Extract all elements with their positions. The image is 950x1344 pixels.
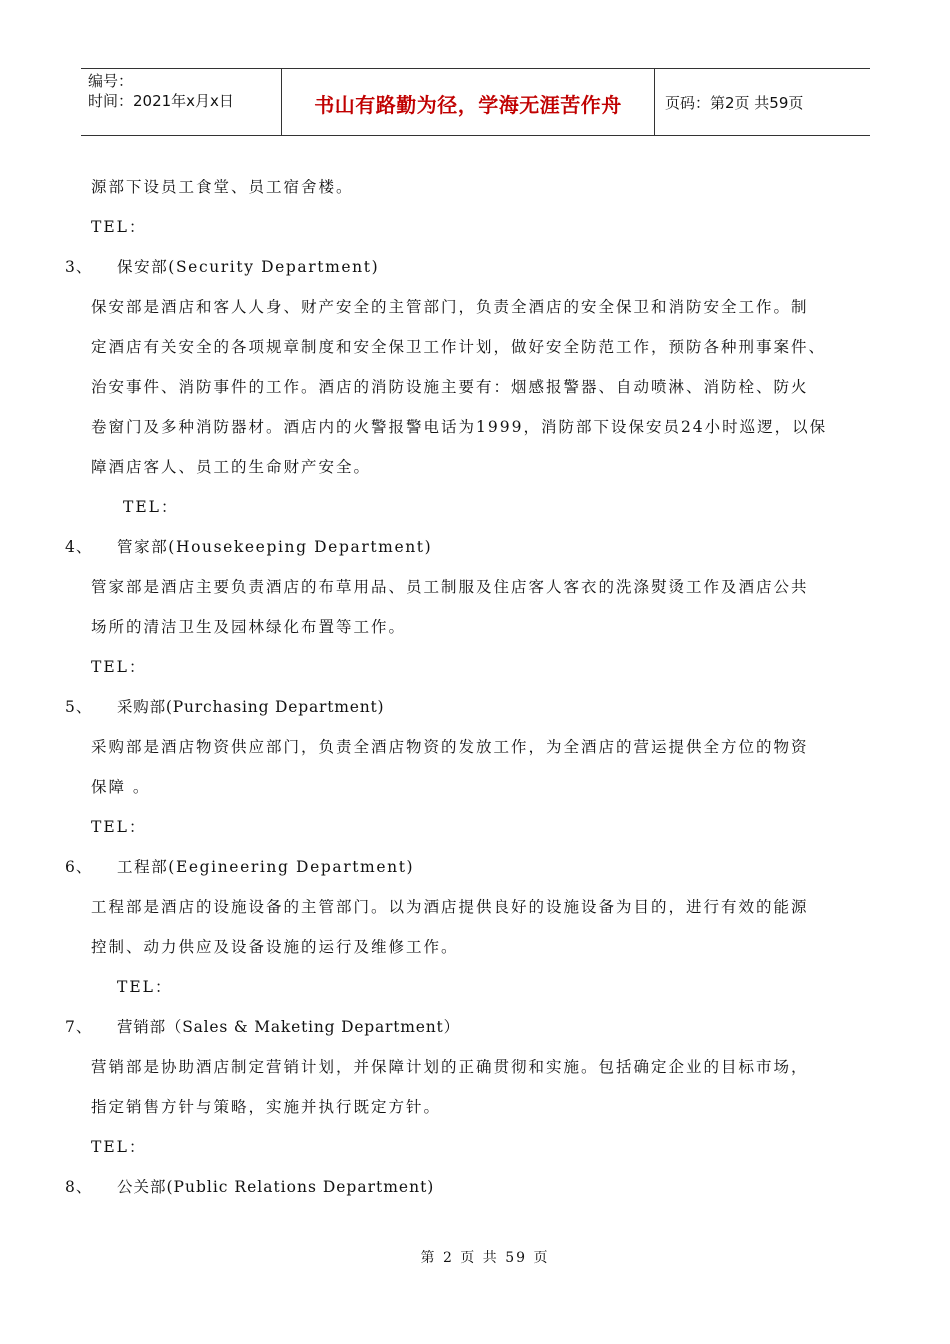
section-body-line: 场所的清洁卫生及园林绿化布置等工作。 [91,618,407,636]
section-number: 4、 [65,538,93,556]
section-title: 公关部(Public Relations Department) [117,1178,435,1196]
section-number: 5、 [65,698,93,716]
tel-line: TEL： [117,978,173,996]
section-title: 采购部(Purchasing Department) [117,698,385,716]
section-body-line: 采购部是酒店物资供应部门，负责全酒店物资的发放工作，为全酒店的营运提供全方位的物资 [91,738,809,756]
page-header [81,68,870,136]
tel-line: TEL： [123,498,179,516]
section-number: 6、 [65,858,93,876]
continued-text: 源部下设员工食堂、员工宿舍楼。 [91,178,354,196]
header-meta-cell [81,69,282,135]
section-body-line: 指定销售方针与策略，实施并执行既定方针。 [91,1098,442,1116]
section-body-line: 保安部是酒店和客人人身、财产安全的主管部门，负责全酒店的安全保卫和消防安全工作。制 [91,298,809,316]
section-number: 3、 [65,258,93,276]
section-title: 管家部(Housekeeping Department) [117,538,433,556]
section-title: 工程部(Eegineering Department) [117,858,415,876]
header-motto: 书山有路勤为径，学海无涯苦作舟 [282,69,655,135]
section-body-line: 卷窗门及多种消防器材。酒店内的火警报警电话为1999，消防部下设保安员24小时巡逻，以保 [91,418,828,436]
section-body-line: 定酒店有关安全的各项规章制度和安全保卫工作计划，做好安全防范工作，预防各种刑事案件、 [91,338,827,356]
tel-line: TEL： [91,218,147,236]
section-body-line: 控制、动力供应及设备设施的运行及维修工作。 [91,938,459,956]
section-number: 7、 [65,1018,93,1036]
section-number: 8、 [65,1178,93,1196]
section-title: 营销部（Sales & Maketing Department） [117,1018,460,1036]
tel-line: TEL： [91,658,147,676]
section-body-line: 治安事件、消防事件的工作。酒店的消防设施主要有：烟感报警器、自动喷淋、消防栓、防火 [91,378,809,396]
section-body-line: 工程部是酒店的设施设备的主管部门。以为酒店提供良好的设施设备为目的，进行有效的能源 [91,898,809,916]
page-footer: 第 2 页 共 59 页 [420,1250,550,1266]
section-body-line: 营销部是协助酒店制定营销计划，并保障计划的正确贯彻和实施。包括确定企业的目标市场， [91,1058,809,1076]
header-page-info: 页码：第2页 共59页 [665,93,804,112]
header-date-label: 时间：2021年x月x日 [88,92,234,110]
tel-line: TEL： [91,818,147,836]
section-body-line: 障酒店客人、员工的生命财产安全。 [91,458,372,476]
section-body-line: 管家部是酒店主要负责酒店的布草用品、员工制服及住店客人客衣的洗涤熨烫工作及酒店公共 [91,578,809,596]
header-code-label: 编号： [88,72,134,90]
section-title: 保安部(Security Department) [117,258,380,276]
section-body-line: 保障 。 [91,778,151,796]
tel-line: TEL： [91,1138,147,1156]
